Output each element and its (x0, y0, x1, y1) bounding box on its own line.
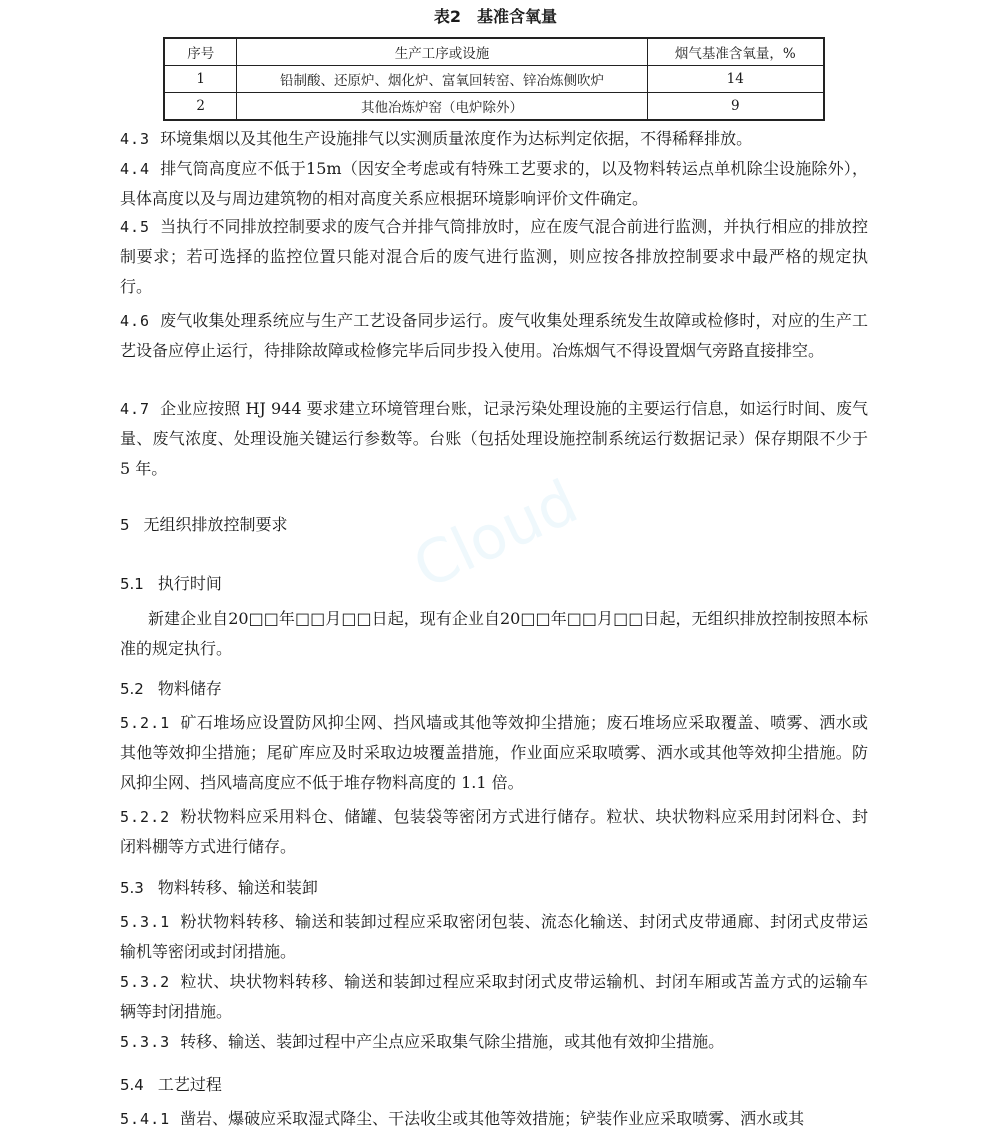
table-cell: 铅制酸、还原炉、烟化炉、富氧回转窑、锌冶炼侧吹炉 (237, 66, 647, 93)
clause-number: 4.7 (120, 400, 151, 418)
watermark: Cloud (403, 467, 589, 603)
clause-5-2-2 (120, 802, 868, 862)
clause-text: 企业应按照 HJ 944 要求建立环境管理台账，记录污染处理设施的主要运行信息，如运行时间、废气量、废气浓度、处理设施关键运行参数等。台账（包括处理设施控制系统运行数据记录）保存期限不少于 5 年。 (120, 399, 868, 478)
table-row (164, 66, 824, 93)
table-header-row (164, 38, 824, 66)
clause-number: 4.3 (120, 130, 151, 148)
section-number: 5.4 (120, 1076, 144, 1094)
clause-number: 5.3.3 (120, 1033, 171, 1051)
section-title: 工艺过程 (157, 1075, 222, 1094)
clause-text: 凿岩、爆破应采取湿式降尘、干法收尘或其他等效措施；铲装作业应采取喷雾、洒水或其 (180, 1109, 805, 1128)
clause-text: 废气收集处理系统应与生产工艺设备同步运行。废气收集处理系统发生故障或检修时，对应的生产工艺设备应停止运行，待排除故障或检修完毕后同步投入使用。冶炼烟气不得设置烟气旁路直接排空。 (120, 311, 868, 360)
section-title: 物料转移、输送和装卸 (157, 878, 318, 897)
subsection-heading (120, 875, 318, 898)
subsection-heading (120, 1072, 222, 1095)
table-cell: 1 (164, 66, 237, 93)
section-number: 5.2 (120, 680, 144, 698)
clause-text: 矿石堆场应设置防风抑尘网、挡风墙或其他等效抑尘措施；废石堆场应采取覆盖、喷雾、洒水或其他等效抑尘措施；尾矿库应及时采取边坡覆盖措施，作业面应采取喷雾、洒水或其他等效抑尘措施。防风抑尘网、挡风墙高度应不低于堆存物料高度的 1.1 倍。 (120, 713, 868, 792)
clause-5-3-2 (120, 967, 868, 1027)
clause-5-2-1 (120, 708, 868, 798)
section-number: 5.1 (120, 575, 144, 593)
section-title: 物料储存 (157, 679, 222, 698)
table-header: 序号 (164, 38, 237, 66)
table-row (164, 93, 824, 121)
clause-number: 5.4.1 (120, 1110, 171, 1128)
section-number: 5 (120, 516, 130, 534)
table-header: 生产工序或设施 (237, 38, 647, 66)
clause-text: 排气筒高度应不低于15m（因安全考虑或有特殊工艺要求的，以及物料转运点单机除尘设施除外），具体高度以及与周边建筑物的相对高度关系应根据环境影响评价文件确定。 (120, 159, 868, 208)
clause-4-5 (120, 212, 868, 302)
clause-text: 粉状物料转移、输送和装卸过程应采取密闭包装、流态化输送、封闭式皮带通廊、封闭式皮带运输机等密闭或封闭措施。 (120, 912, 868, 961)
clause-number: 5.3.1 (120, 913, 171, 931)
table-cell: 14 (647, 66, 824, 93)
clause-4-3 (120, 124, 868, 154)
clause-4-6 (120, 306, 868, 366)
clause-4-7 (120, 394, 868, 484)
clause-text: 转移、输送、装卸过程中产尘点应采取集气除尘措施，或其他有效抑尘措施。 (180, 1032, 725, 1051)
clause-text: 当执行不同排放控制要求的废气合并排气筒排放时，应在废气混合前进行监测，并执行相应的排放控制要求；若可选择的监控位置只能对混合后的废气进行监测，则应按各排放控制要求中最严格的规定执行。 (120, 217, 868, 296)
clause-number: 5.2.2 (120, 808, 171, 826)
clause-number: 5.3.2 (120, 973, 171, 991)
section-number: 5.3 (120, 879, 144, 897)
section-heading (120, 512, 288, 535)
clause-text: 粉状物料应采用料仓、储罐、包装袋等密闭方式进行储存。粒状、块状物料应采用封闭料仓、封闭料棚等方式进行储存。 (120, 807, 868, 856)
subsection-heading (120, 571, 222, 594)
clause-text: 粒状、块状物料转移、输送和装卸过程应采取封闭式皮带运输机、封闭车厢或苫盖方式的运输车辆等封闭措施。 (120, 972, 868, 1021)
clause-5-3-3 (120, 1027, 868, 1057)
subsection-heading (120, 676, 222, 699)
clause-5-4-1 (120, 1104, 868, 1134)
clause-number: 4.5 (120, 218, 151, 236)
table-cell: 其他冶炼炉窑（电炉除外） (237, 93, 647, 121)
clause-text: 环境集烟以及其他生产设施排气以实测质量浓度作为达标判定依据，不得稀释排放。 (160, 129, 753, 148)
section-title: 无组织排放控制要求 (143, 515, 288, 534)
table-header: 烟气基准含氧量，% (647, 38, 824, 66)
table-cell: 9 (647, 93, 824, 121)
clause-4-4 (120, 154, 868, 214)
section-title: 执行时间 (157, 574, 222, 593)
table-cell: 2 (164, 93, 237, 121)
oxygen-table (163, 37, 825, 121)
table-title: 表2 基准含氧量 (433, 7, 558, 26)
clause-5-1-text: 新建企业自20□□年□□月□□日起，现有企业自20□□年□□月□□日起，无组织排放控制按照本标准的规定执行。 (120, 609, 868, 658)
clause-5-3-1 (120, 907, 868, 967)
clause-number: 4.4 (120, 160, 151, 178)
clause-number: 4.6 (120, 312, 151, 330)
clause-number: 5.2.1 (120, 714, 171, 732)
